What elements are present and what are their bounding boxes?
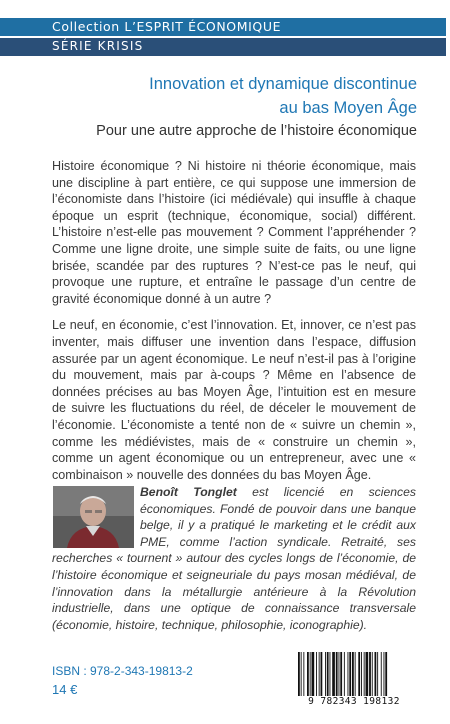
barcode-bar (340, 652, 342, 696)
barcode-bar (310, 652, 311, 696)
barcode-bar (336, 652, 338, 696)
barcode-bar (369, 652, 371, 696)
barcode-bar (384, 652, 385, 696)
barcode-bar (325, 652, 326, 696)
author-bio (52, 484, 416, 633)
author-name: Benoît Tonglet (140, 485, 237, 499)
barcode-bar (321, 652, 323, 696)
barcode-bar (319, 652, 320, 696)
barcode-bar (332, 652, 335, 696)
author-bio-text: est licencié en sciences économiques. Fondé de pouvoir dans une banque belge, il y a pratiqué le marketing et le crédit aux PME, comme l’action syndicale. Retraité, ses recherches « tournent » autour des cycles longs de l’économie, de l’histoire économique et seigneuriale du pays mosan médiéval, de l’innovation dans la métallurgie antérieure à la Révolution industrielle, dans une optique de connaissance transversale (économie, histoire, technique, philosophie, iconographie). (52, 485, 416, 632)
barcode-bars (290, 652, 418, 696)
barcode-bar (316, 652, 317, 696)
barcode-bar (303, 652, 304, 696)
isbn: ISBN : 978-2-343-19813-2 (52, 664, 193, 678)
barcode-bar (381, 652, 382, 696)
barcode-bar (301, 652, 302, 696)
barcode-bar (349, 652, 351, 696)
blurb-paragraph-1: Histoire économique ? Ni histoire ni théorie économique, mais une discipline à part entière, ce qui suppose une immersion de l’économiste dans l’histoire (ici médiévale) qui insuffle à chaque époque un esprit (technique, économique, social) différent. L’histoire n’est-elle pas mouvement ? Comment l’appréhender ? Comme une ligne droite, une simple suite de faits, ou une ligne brisée, scandée par des ruptures ? N’est-ce pas le neuf, qui provoque une rupture, et entraîne le passage d’un centre de gravité économique donné à un autre ? (52, 159, 416, 306)
barcode-bar (366, 652, 369, 696)
barcode-bar (352, 652, 354, 696)
barcode-bar (372, 652, 373, 696)
barcode-bar (307, 652, 309, 696)
photo-spacer (52, 484, 140, 548)
barcode-bar (385, 652, 387, 696)
barcode-bar (361, 652, 362, 696)
back-cover-blurb (52, 158, 416, 493)
serie-name: SÉRIE KRISIS (52, 39, 144, 53)
book-title (37, 72, 417, 120)
book-title-line-1: Innovation et dynamique discontinue (149, 75, 417, 93)
barcode-bar (339, 652, 340, 696)
barcode-bar (344, 652, 345, 696)
barcode-bar (358, 652, 360, 696)
barcode-bar (330, 652, 331, 696)
barcode-bar (298, 652, 300, 696)
price: 14 € (52, 682, 78, 697)
barcode-bar (327, 652, 329, 696)
blurb-paragraph-2: Le neuf, en économie, c’est l’innovation. Et, innover, ce n’est pas inventer, mais diffuser une invention dans l’espace, diffusion assurée par un agent économique. Le neuf n’est-il pas à l’origine du mouvement, mais par à-coups ? Même en l’absence de données précises au bas Moyen Âge, l’intuition est en mesure de suivre les fluctuations du réel, de déceler le mouvement de l’économie. L’économiste a tenté non de « suivre un chemin », comme les médiévistes, mais de « construire un chemin », comme un agent économique ou un entrepreneur, avec une « combinaison » nouvelle des données du bas Moyen Âge. (52, 318, 416, 482)
book-subtitle: Pour une autre approche de l’histoire économique (96, 123, 417, 139)
barcode-bar (377, 652, 378, 696)
serie-band (0, 38, 446, 56)
barcode-bar (375, 652, 377, 696)
collection-name: Collection L’ESPRIT ÉCONOMIQUE (52, 19, 282, 34)
barcode-bar (312, 652, 315, 696)
barcode-bar (364, 652, 365, 696)
barcode-bar (348, 652, 349, 696)
collection-band (0, 18, 446, 36)
book-title-line-2: au bas Moyen Âge (279, 99, 417, 117)
barcode-number: 9 782343 198132 (290, 696, 418, 707)
barcode-bar (355, 652, 356, 696)
